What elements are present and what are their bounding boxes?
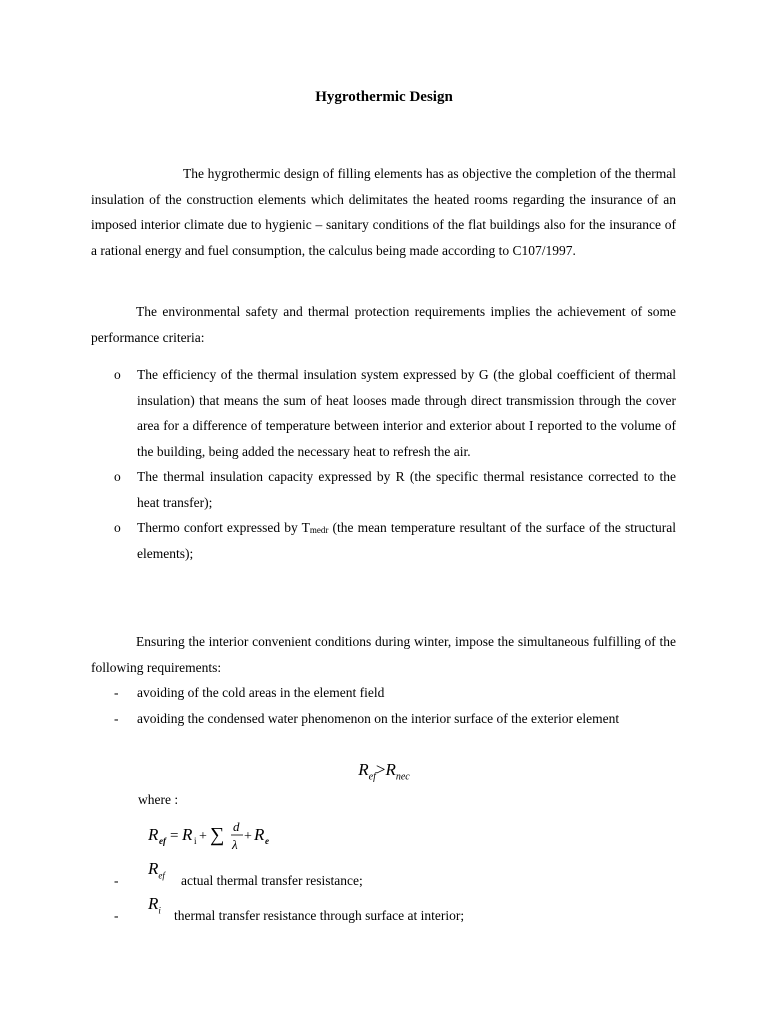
criteria-text: The thermal insulation capacity expressed by R (the specific thermal resistance corrected to the heat transfer); xyxy=(137,469,676,510)
formula-plus: + xyxy=(199,829,207,844)
formula-subscript: ef xyxy=(368,771,376,783)
formula-subscript: e xyxy=(265,836,269,846)
formula-subscript: i xyxy=(194,836,197,846)
requirements-list xyxy=(91,680,676,731)
dash-marker: - xyxy=(114,873,119,888)
definition-text: thermal transfer resistance through surface at interior; xyxy=(174,908,465,923)
criteria-list xyxy=(91,362,676,566)
criteria-text-pre: Thermo confort expressed by T xyxy=(137,520,310,535)
resistance-inequality xyxy=(0,758,768,782)
symbol-subscript: i xyxy=(158,905,161,916)
dash-marker: - xyxy=(114,710,119,726)
symbol-subscript: ef xyxy=(158,870,165,881)
formula-symbol: R xyxy=(182,825,193,844)
formula-subscript: ef xyxy=(159,836,166,846)
criteria-text: The efficiency of the thermal insulation system expressed by G (the global coefficient of thermal insulation) that means the sum of heat looses made through direct transmission through the cover area for a difference of temperature between interior and exterior about I reported to the volume of the building, being added the necessary heat to refresh the air. xyxy=(137,367,676,459)
criteria-subscript: medr xyxy=(309,525,329,535)
formula-symbol: R xyxy=(358,760,369,779)
list-item xyxy=(91,464,676,515)
list-item xyxy=(91,515,676,566)
formula-sum: ∑ xyxy=(210,824,225,846)
formula-numerator: d xyxy=(233,819,240,834)
definition-text: actual thermal transfer resistance; xyxy=(181,873,363,888)
list-item xyxy=(91,706,676,732)
formula-symbol: R xyxy=(254,825,265,844)
formula-symbol: R xyxy=(148,825,159,844)
definition-symbol xyxy=(148,857,165,881)
criteria-text-post: (the mean temperature resultant of the surface of the structural elements); xyxy=(137,520,676,561)
definition-row xyxy=(91,859,691,898)
formula-denominator: λ xyxy=(232,837,238,852)
bullet-marker: o xyxy=(114,469,121,484)
definition-symbol xyxy=(148,892,161,916)
requirements-paragraph: The environmental safety and thermal protection requirements implies the achievement of some performance criteria: xyxy=(91,304,676,345)
intro-paragraph: The hygrothermic design of filling elements has as objective the completion of the thermal insulation of the construction elements which delimitates the heated rooms regarding the insurance of an imposed interior climate due to hygienic – sanitary conditions of the flat buildings also for the insurance of a rational energy and fuel consumption, the calculus being made according to C107/1997. xyxy=(91,166,676,258)
dash-marker: - xyxy=(114,685,119,700)
requirement-text: avoiding of the cold areas in the element field xyxy=(137,685,385,700)
symbol-letter: R xyxy=(148,859,159,878)
requirement-text: avoiding the condensed water phenomenon on the interior surface of the exterior element xyxy=(137,710,620,726)
formula-operator: > xyxy=(375,760,386,779)
dash-marker: - xyxy=(114,908,119,923)
formula-subscript: nec xyxy=(395,771,410,783)
definition-row xyxy=(91,894,691,933)
list-item xyxy=(91,362,676,464)
where-label: where : xyxy=(138,792,179,807)
formula-symbol: R xyxy=(385,760,396,779)
resistance-formula xyxy=(148,818,278,858)
formula-plus: + xyxy=(244,829,252,844)
symbol-letter: R xyxy=(148,894,159,913)
bullet-marker: o xyxy=(114,520,121,535)
list-item xyxy=(91,680,676,706)
winter-paragraph: Ensuring the interior convenient conditions during winter, impose the simultaneous fulfilling of the following requirements: xyxy=(91,634,676,675)
formula-equals: = xyxy=(170,828,179,844)
bullet-marker: o xyxy=(114,367,121,382)
document-title: Hygrothermic Design xyxy=(315,89,453,105)
